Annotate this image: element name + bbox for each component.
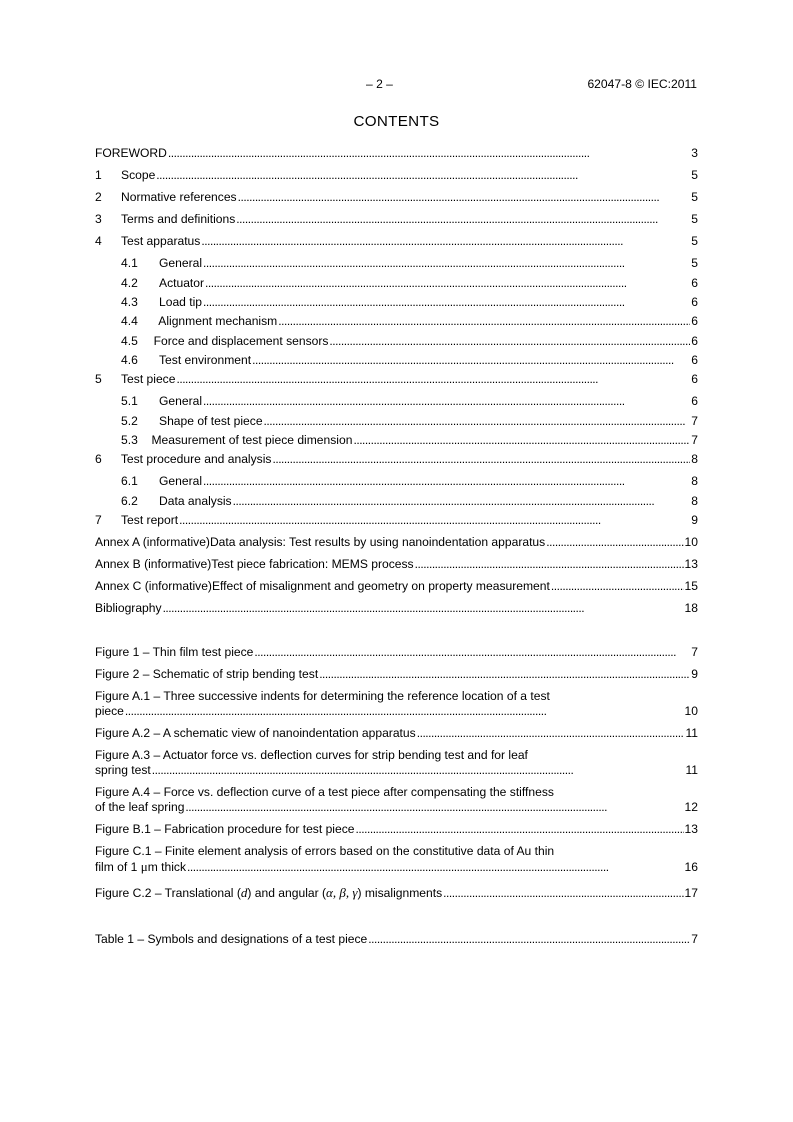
toc-entry-number: 7 — [95, 513, 102, 527]
figure-entry-label — [95, 885, 442, 901]
leader-dots — [236, 212, 690, 227]
toc-entry-page: 13 — [684, 557, 698, 571]
figure-entry-page: 11 — [685, 763, 698, 777]
mu-symbol: μ — [140, 859, 148, 874]
toc-entry-page: 5 — [691, 168, 698, 182]
leader-dots — [203, 394, 690, 409]
leader-dots — [551, 579, 684, 594]
figure-entry-label: Figure A.2 – A schematic view of nanoindentation apparatus — [95, 726, 416, 740]
leader-dots — [203, 295, 690, 310]
figure-entry-label: Figure C.1 – Finite element analysis of errors based on the constitutive data of Au thin — [95, 844, 555, 858]
figure-entry-label-cont: piece — [95, 704, 124, 718]
figure-entry-label: Figure A.3 – Actuator force vs. deflection curves for strip bending test and for leaf — [95, 748, 528, 762]
toc-entry-5-1[interactable] — [95, 394, 698, 409]
figure-entry-page: 16 — [684, 860, 698, 874]
toc-entry-6-2[interactable] — [95, 494, 698, 509]
figure-entry-label: Figure B.1 – Fabrication procedure for test piece — [95, 822, 355, 836]
greek-symbols: α, β, γ — [326, 885, 358, 900]
toc-entry-number: 5.3 — [121, 433, 138, 447]
toc-entry-number: 6.2 — [121, 494, 138, 508]
toc-entry-page: 6 — [691, 353, 698, 367]
leader-dots — [205, 276, 690, 291]
figure-entry-label-cont — [95, 859, 186, 875]
figure-entry-page: 13 — [684, 822, 698, 836]
leader-dots — [415, 557, 684, 572]
figure-entry-continuation — [95, 859, 698, 875]
leader-dots — [254, 645, 690, 660]
toc-entry-page: 18 — [684, 601, 698, 615]
toc-entry-page: 5 — [691, 234, 698, 248]
toc-entry-page: 10 — [684, 535, 698, 549]
toc-entry-page: 6 — [691, 314, 698, 328]
figure-entry-label: Figure 2 – Schematic of strip bending test — [95, 667, 319, 681]
leader-dots — [125, 704, 684, 719]
toc-entry-4-5[interactable] — [95, 334, 698, 349]
figure-entry-a3[interactable] — [95, 748, 698, 778]
leader-dots — [168, 146, 690, 161]
leader-dots — [252, 353, 690, 368]
toc-entry-4-4[interactable] — [95, 314, 698, 329]
label-text: ) and angular ( — [247, 886, 327, 900]
toc-entry-label: Test procedure and analysis — [120, 452, 272, 466]
toc-entry-label: Alignment mechanism — [158, 314, 278, 328]
toc-entry-label: Force and displacement sensors — [153, 334, 329, 348]
figure-entry-page: 11 — [685, 726, 698, 740]
annex-key: Annex A (informative) — [95, 535, 210, 549]
toc-entry-4-3[interactable] — [95, 295, 698, 310]
document-id: 62047-8 © IEC:2011 — [587, 77, 697, 91]
toc-entry-page: 3 — [691, 146, 698, 160]
table-entry-label: Table 1 – Symbols and designations of a test piece — [95, 932, 368, 946]
leader-dots — [176, 372, 690, 387]
leader-dots — [203, 474, 690, 489]
annex-key: Annex C (informative) — [95, 579, 212, 593]
figure-entry-label: Figure 1 – Thin film test piece — [95, 645, 254, 659]
table-entry-1[interactable] — [95, 932, 698, 947]
label-text: film of 1 — [95, 860, 141, 874]
toc-entry-number: 1 — [95, 168, 102, 182]
toc-entry-terms[interactable] — [95, 212, 698, 227]
symbol-d: d — [240, 885, 248, 900]
toc-entry-number: 6.1 — [121, 474, 138, 488]
leader-dots — [201, 234, 690, 249]
leader-dots — [368, 932, 690, 947]
toc-entry-number: 4.6 — [121, 353, 138, 367]
figure-entry-label-cont: of the leaf spring — [95, 800, 185, 814]
toc-entry-page: 8 — [691, 474, 698, 488]
toc-entry-page: 15 — [684, 579, 698, 593]
label-text: ) misalignments — [357, 886, 443, 900]
toc-entry-number: 4.3 — [121, 295, 138, 309]
toc-entry-label: Actuator — [159, 276, 205, 290]
leader-dots — [319, 667, 690, 682]
leader-dots — [163, 601, 684, 616]
toc-entry-5-2[interactable] — [95, 414, 698, 429]
toc-entry-page: 5 — [691, 212, 698, 226]
figure-entry-c1[interactable] — [95, 844, 698, 875]
figure-entry-1[interactable] — [95, 645, 698, 660]
leader-dots — [156, 168, 690, 183]
toc-entry-number: 5 — [95, 372, 102, 386]
page-header — [0, 77, 793, 93]
leader-dots — [179, 513, 690, 528]
figure-entry-page: 17 — [684, 886, 698, 900]
page-number: – 2 – — [366, 77, 393, 91]
figure-entry-label: Figure A.4 – Force vs. deflection curve of a test piece after compensating the stiffness — [95, 785, 554, 799]
toc-entry-label: Terms and definitions — [121, 212, 236, 226]
toc-entry-test-report[interactable] — [95, 513, 698, 528]
toc-entry-annex-b[interactable] — [95, 557, 698, 572]
figure-entry-label: Figure A.1 – Three successive indents for determining the reference location of a test — [95, 689, 550, 703]
toc-entry-label: Test piece — [121, 372, 176, 386]
leader-dots — [185, 800, 683, 815]
leader-dots — [264, 414, 691, 429]
toc-entry-normative-references[interactable] — [95, 190, 698, 205]
toc-entry-page: 7 — [691, 414, 698, 428]
toc-entry-label: Test environment — [159, 353, 252, 367]
figure-entry-c2[interactable] — [95, 885, 698, 900]
toc-entry-page: 9 — [691, 513, 698, 527]
leader-dots — [272, 452, 690, 467]
label-text: Figure C.2 – Translational ( — [95, 886, 241, 900]
toc-entry-label: Normative references — [121, 190, 237, 204]
toc-entry-label: Scope — [121, 168, 156, 182]
toc-entry-test-procedure[interactable] — [95, 452, 698, 467]
figure-entry-2[interactable] — [95, 667, 698, 682]
toc-entry-label: Test apparatus — [121, 234, 201, 248]
toc-entry-4-6[interactable] — [95, 353, 698, 368]
toc-entry-bibliography[interactable] — [95, 601, 698, 616]
toc-entry-4-2[interactable] — [95, 276, 698, 291]
figure-entry-label-cont: spring test — [95, 763, 151, 777]
leader-dots — [329, 334, 690, 349]
toc-entry-page: 5 — [691, 190, 698, 204]
toc-entry-number: 4 — [95, 234, 102, 248]
toc-entry-6-1[interactable] — [95, 474, 698, 489]
toc-entry-4-1[interactable] — [95, 256, 698, 271]
toc-entry-foreword[interactable] — [95, 146, 698, 161]
leader-dots — [233, 494, 691, 509]
leader-dots — [203, 256, 690, 271]
toc-entry-label: Load tip — [159, 295, 203, 309]
leader-dots — [238, 190, 691, 205]
leader-dots — [278, 314, 690, 329]
toc-entry-scope[interactable] — [95, 168, 698, 183]
leader-dots — [187, 860, 684, 875]
toc-entry-number: 6 — [95, 452, 102, 466]
toc-entry-label: Shape of test piece — [159, 414, 263, 428]
figure-entry-b1[interactable] — [95, 822, 698, 837]
figure-entry-page: 12 — [684, 800, 698, 814]
toc-entry-annex-c[interactable] — [95, 579, 698, 594]
figure-entry-continuation — [95, 704, 698, 719]
toc-entry-number: 4.5 — [121, 334, 138, 348]
toc-entry-label: General — [159, 256, 203, 270]
leader-dots — [443, 886, 683, 901]
toc-entry-test-piece[interactable] — [95, 372, 698, 387]
figure-entry-page: 10 — [684, 704, 698, 718]
toc-entry-number: 4.2 — [121, 276, 138, 290]
toc-entry-page: 6 — [691, 276, 698, 290]
toc-entry-number: 4.1 — [121, 256, 138, 270]
toc-entry-5-3[interactable] — [95, 433, 698, 448]
table-entry-page: 7 — [691, 932, 698, 946]
toc-entry-annex-a[interactable] — [95, 535, 698, 550]
toc-entry-label: General — [159, 394, 203, 408]
toc-entry-label: Test piece fabrication: MEMS process — [211, 557, 414, 571]
figure-entry-a4[interactable] — [95, 785, 698, 815]
leader-dots — [355, 822, 683, 837]
leader-dots — [546, 535, 683, 550]
toc-entry-page: 8 — [691, 494, 698, 508]
toc-entry-label: FOREWORD — [95, 146, 167, 160]
figure-entry-a1[interactable] — [95, 689, 698, 719]
toc-entry-number: 2 — [95, 190, 102, 204]
figure-entry-a2[interactable] — [95, 726, 698, 741]
leader-dots — [417, 726, 685, 741]
toc-entry-number: 5.2 — [121, 414, 138, 428]
toc-entry-page: 8 — [691, 452, 698, 466]
toc-entry-page: 6 — [691, 295, 698, 309]
toc-entry-label: Test report — [121, 513, 179, 527]
toc-entry-page: 5 — [691, 256, 698, 270]
toc-entry-number: 5.1 — [121, 394, 138, 408]
toc-entry-label: Data analysis — [159, 494, 232, 508]
toc-entry-label: Bibliography — [95, 601, 162, 615]
figure-entry-continuation — [95, 763, 698, 778]
toc-entry-page: 7 — [691, 433, 698, 447]
leader-dots — [353, 433, 690, 448]
annex-key: Annex B (informative) — [95, 557, 212, 571]
toc-entry-page: 6 — [691, 334, 698, 348]
leader-dots — [152, 763, 685, 778]
toc-entry-page: 6 — [691, 394, 698, 408]
page-title: CONTENTS — [353, 113, 440, 130]
toc-entry-label: Data analysis: Test results by using nanoindentation apparatus — [209, 535, 546, 549]
toc-entry-label: Measurement of test piece dimension — [151, 433, 353, 447]
toc-entry-label: Effect of misalignment and geometry on property measurement — [211, 579, 550, 593]
toc-entry-number: 4.4 — [121, 314, 138, 328]
label-text: m thick — [147, 860, 186, 874]
figure-entry-page: 7 — [691, 645, 698, 659]
toc-entry-number: 3 — [95, 212, 102, 226]
toc-entry-test-apparatus[interactable] — [95, 234, 698, 249]
toc-entry-label: General — [159, 474, 203, 488]
figure-entry-continuation — [95, 800, 698, 815]
figure-entry-page: 9 — [691, 667, 698, 681]
toc-entry-page: 6 — [691, 372, 698, 386]
